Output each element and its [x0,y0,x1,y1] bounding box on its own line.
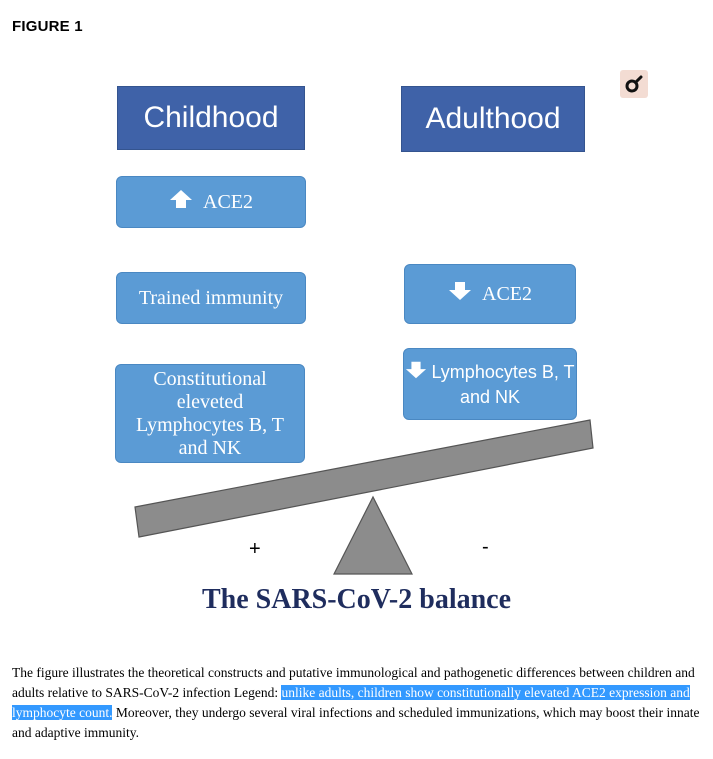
plus-sign: + [249,538,261,560]
minus-sign: - [482,536,489,558]
figure-caption: The figure illustrates the theoretical constructs and putative immunological and pathogenetic differences between children and adults relative to SARS-CoV-2 infection Legend: unlike adults, children show constitutionally elevated ACE2 expression and lymphocyte count. Moreover, they undergo several viral infections and scheduled immunizations, which may boost their innate and adaptive immunity. [12,665,700,740]
childhood-lymphocytes-box: Constitutional eleveted Lymphocytes B, T and NK [115,364,305,463]
childhood-trained-immunity-box: Trained immunity [116,272,306,324]
balance-title: The SARS-CoV-2 balance [201,584,512,615]
adulthood-title: Adulthood [401,86,585,152]
balance-fulcrum [334,497,412,574]
adulthood-lymphocytes-box: Lymphocytes B, T and NK [403,348,577,420]
adulthood-ace2-box: ACE2 [404,264,576,324]
childhood-ace2-box: ACE2 [116,176,306,228]
figure-label: FIGURE 1 [12,18,83,35]
childhood-title: Childhood [117,86,305,150]
highlighted-text: unlike adults, children show constitutionally elevated ACE2 expression and lymphocyte count. [12,685,690,720]
